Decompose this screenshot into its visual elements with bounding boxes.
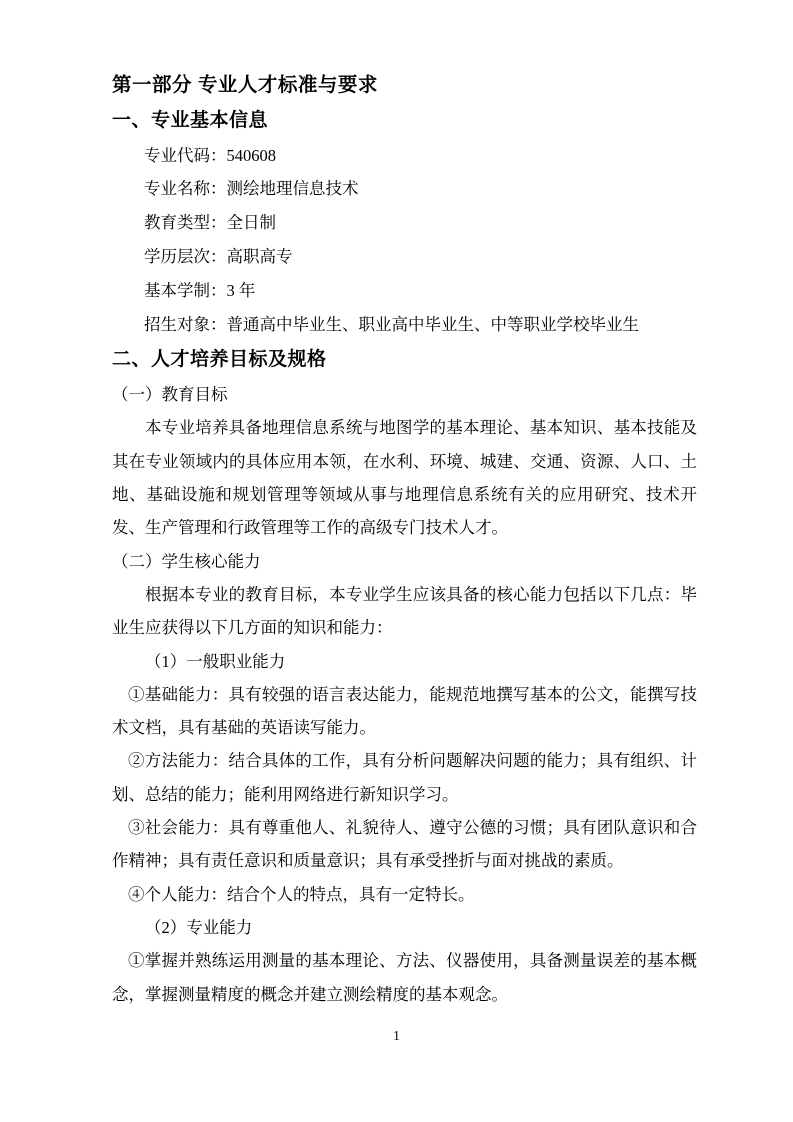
section-one-heading: 一、专业基本信息 [112,110,269,132]
list-item: 招生对象：普通高中毕业生、职业高中毕业生、中等职业学校毕业生 [144,314,639,334]
list-item: 基本学制：3 年 [144,280,256,300]
item-basic-ability: ①基础能力：具有较强的语言表达能力，能规范地撰写基本的公文，能撰写技术文档，具有基础的英语读写能力。 [112,684,697,738]
subsection-two-paragraph: 根据本专业的教育目标，本专业学生应该具备的核心能力包括以下几点：毕业生应获得以下几方面的知识和能力： [112,584,697,638]
item-method-ability: ②方法能力：结合具体的工作，具有分析问题解决问题的能力；具有组织、计划、总结的能力；能利用网络进行新知识学习。 [112,751,697,804]
item-professional-ability-first: ①掌握并熟练运用测量的基本理论、方法、仪器使用，具备测量误差的基本概念，掌握测量精度的概念并建立测绘精度的基本观念。 [112,951,697,1004]
section-two-heading: 二、人才培养目标及规格 [112,349,327,371]
item-social-ability: ③社会能力：具有尊重他人、礼貌待人、遵守公德的习惯；具有团队意识和合作精神；具有责任意识和质量意识；具有承受挫折与面对挑战的素质。 [112,818,697,871]
subsection-one-paragraph: 本专业培养具备地理信息系统与地图学的基本理论、基本知识、基本技能及其在专业领域内的具体应用本领，在水利、环境、城建、交通、资源、人口、土地、基础设施和规划管理等领域从事与地理信息系统有关的应用研究、技术开发、生产管理和行政管理等工作的高级专门技术人才。 [112,418,697,538]
part-title: 第一部分 专业人才标准与要求 [112,74,378,96]
subsection-two-heading: （二）学生核心能力 [112,551,261,571]
basic-info-list [112,139,697,342]
list-item: 教育类型：全日制 [144,213,276,233]
subsection-one-heading: （一）教育目标 [112,384,228,404]
list-item: 专业代码：540608 [144,145,276,165]
item-professional-ability-heading: （2）专业能力 [145,918,253,938]
list-item: 专业名称：测绘地理信息技术 [144,179,359,199]
item-personal-ability: ④个人能力：结合个人的特点，具有一定特长。 [128,884,475,904]
list-item: 学历层次：高职高专 [144,247,293,267]
item-general-ability-heading: （1）一般职业能力 [145,651,286,671]
page-number: 1 [393,1028,400,1043]
